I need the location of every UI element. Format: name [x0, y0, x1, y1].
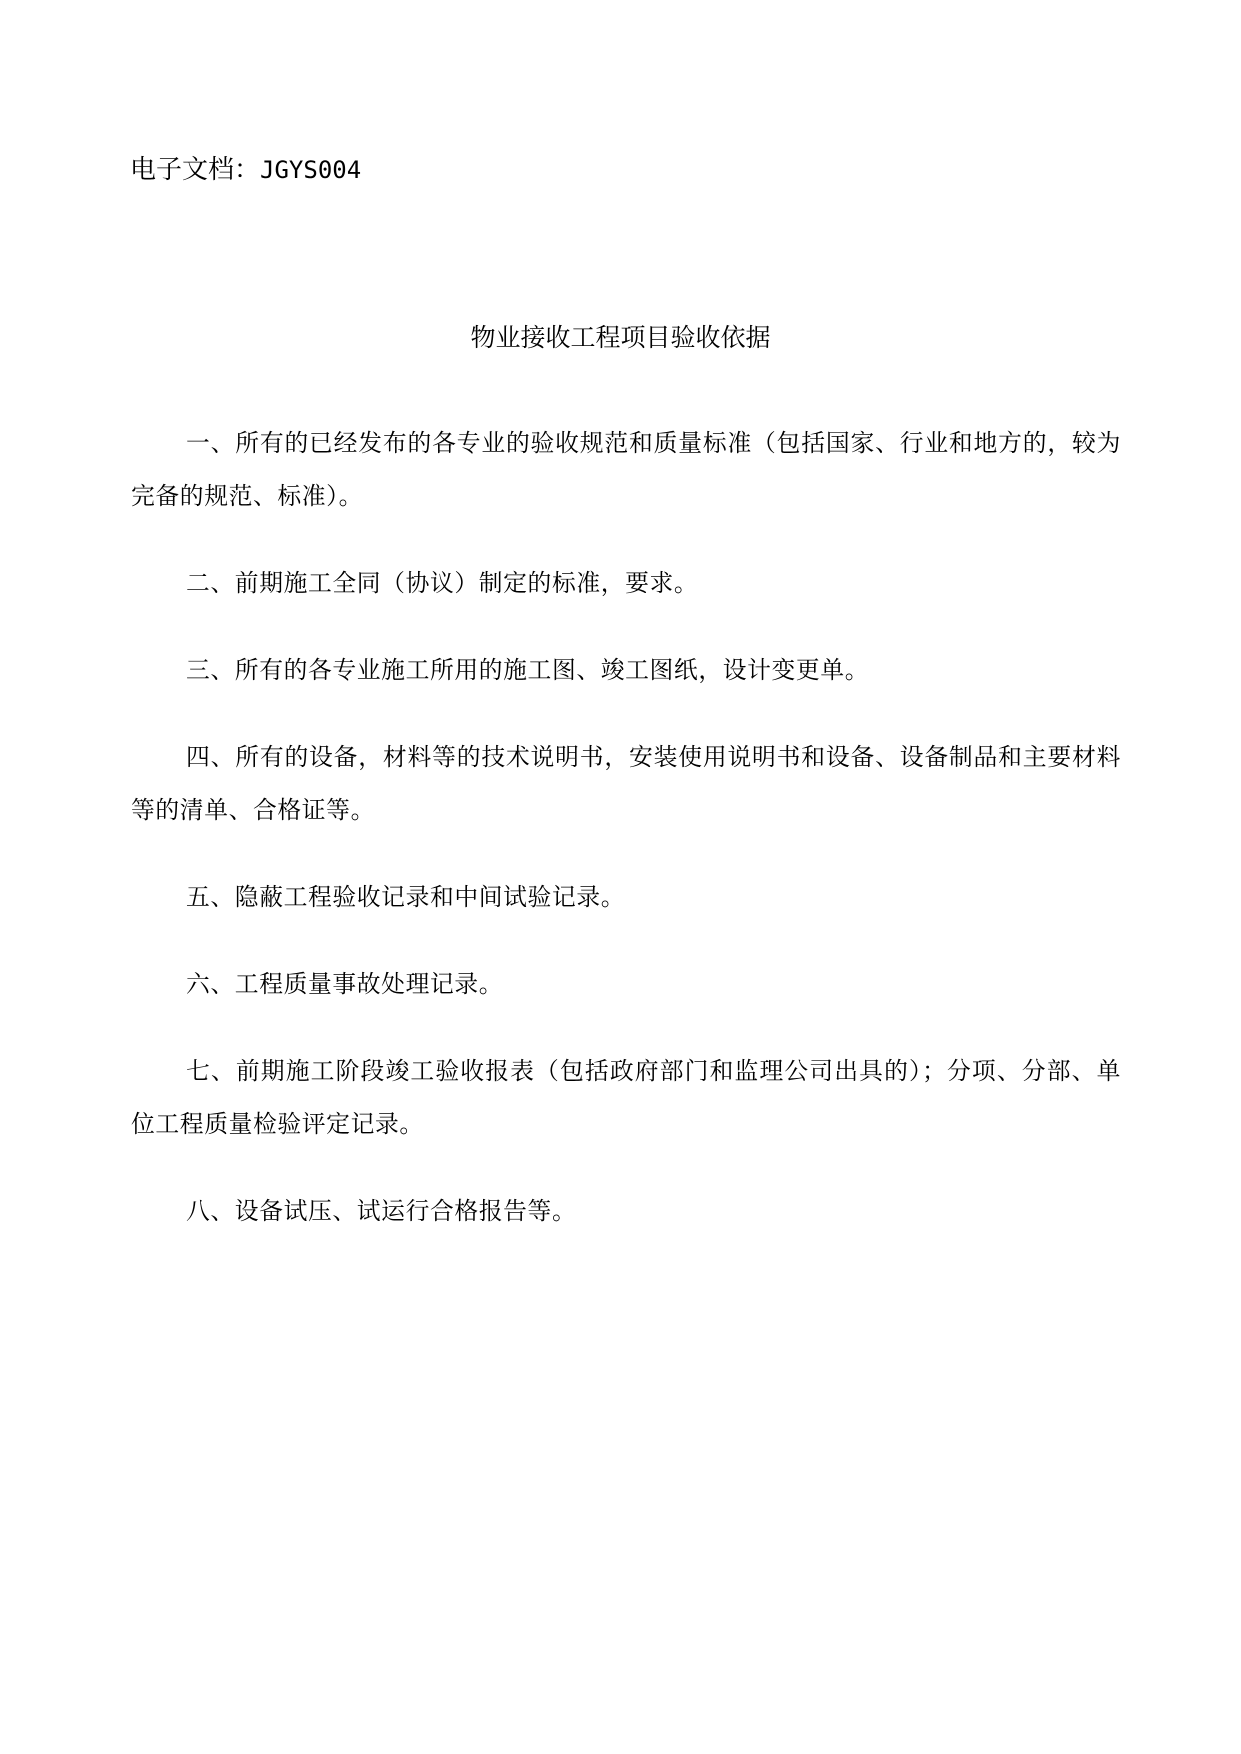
paragraph-item-7: 七、前期施工阶段竣工验收报表（包括政府部门和监理公司出具的）；分项、分部、单位工程质量检验评定记录。: [131, 1057, 1121, 1138]
paragraph-item-8: 八、设备试压、试运行合格报告等。: [186, 1197, 577, 1225]
paragraph-item-3: 三、所有的各专业施工所用的施工图、竣工图纸，设计变更单。: [186, 656, 870, 684]
document-code-value: JGYS004: [260, 156, 362, 184]
paragraph-item-1: 一、所有的已经发布的各专业的验收规范和质量标准（包括国家、行业和地方的，较为完备的规范、标准）。: [131, 429, 1121, 510]
paragraph-item-4: 四、所有的设备，材料等的技术说明书，安装使用说明书和设备、设备制品和主要材料等的清单、合格证等。: [131, 743, 1121, 824]
document-title: 物业接收工程项目验收依据: [470, 323, 771, 352]
document-code: [130, 150, 361, 190]
paragraph-item-5: 五、隐蔽工程验收记录和中间试验记录。: [186, 883, 626, 911]
document-code-label: 电子文档：: [130, 155, 261, 185]
document-body: [131, 417, 1121, 1272]
paragraph-item-2: 二、前期施工全同（协议）制定的标准，要求。: [186, 569, 699, 597]
paragraph-item-6: 六、工程质量事故处理记录。: [186, 970, 504, 998]
